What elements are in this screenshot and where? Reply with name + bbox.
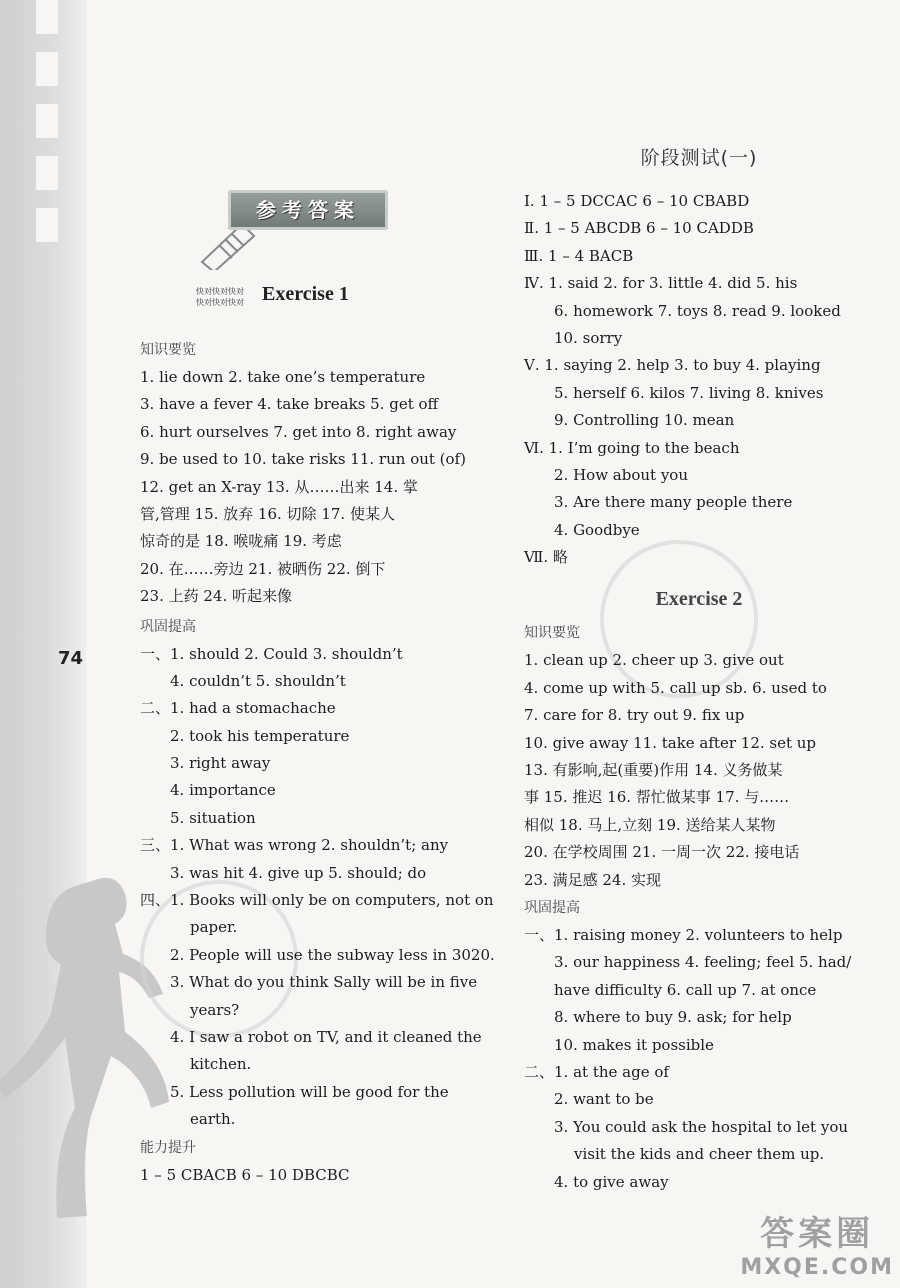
right-column (524, 146, 874, 1196)
list-item: 8. where to buy 9. ask; for help (554, 1008, 792, 1027)
list-item: 4. couldn’t 5. shouldn’t (170, 671, 346, 690)
list-item: 4. come up with 5. call up sb. 6. used to (524, 678, 827, 697)
list-item: 6. homework 7. toys 8. read 9. looked (554, 301, 841, 320)
list-item: paper. (190, 918, 238, 937)
list-item: earth. (190, 1110, 236, 1129)
list-item: 惊奇的是 18. 喉咙痛 19. 考虑 (140, 532, 342, 551)
list-item: 3. have a fever 4. take breaks 5. get off (140, 395, 439, 414)
list-item: 3. You could ask the hospital to let you (554, 1117, 849, 1136)
ex2-knowledge-list (524, 647, 874, 894)
list-item: 5. herself 6. kilos 7. living 8. knives (554, 383, 824, 402)
list-item: Ⅲ. 1 – 4 BACB (524, 246, 634, 265)
list-item: 2. How about you (554, 465, 688, 484)
ex1-knowledge-heading: 知识要览 (140, 342, 196, 358)
list-item: 9. Controlling 10. mean (554, 411, 735, 430)
list-item: kitchen. (190, 1055, 252, 1074)
list-item: 2. People will use the subway less in 3020. (170, 945, 495, 964)
ex2-consolidate-list (524, 922, 874, 1196)
ex1-knowledge-list (140, 364, 490, 611)
page-number: 74 (58, 648, 84, 669)
list-item: 5. situation (170, 808, 256, 827)
list-item: 13. 有影响,起(重要)作用 14. 义务做某 (524, 761, 783, 780)
exercise1-title: Exercise 1 (262, 283, 349, 305)
watermark-logo-text: 答案圈 (760, 1214, 875, 1254)
list-item: 相似 18. 马上,立刻 19. 送给某人某物 (524, 815, 776, 834)
badge-line-1: 快对快对快对 (196, 287, 244, 296)
list-item: Ⅵ. 1. I’m going to the beach (524, 438, 740, 457)
watermark-url: MXQE.COM (740, 1255, 894, 1280)
list-item: 2. took his temperature (170, 726, 350, 745)
ex1-consolidate-heading: 巩固提高 (140, 618, 196, 635)
left-column (140, 336, 495, 1189)
list-item: 5. Less pollution will be good for the (170, 1082, 449, 1101)
exercise2-title: Exercise 2 (655, 588, 743, 611)
list-item: 3. was hit 4. give up 5. should; do (170, 863, 427, 882)
list-item: 20. 在学校周围 21. 一周一次 22. 接电话 (524, 843, 800, 862)
stage-test-list (524, 188, 874, 571)
list-item: 1. lie down 2. take one’s temperature (140, 368, 426, 386)
list-item: 2. want to be (554, 1090, 654, 1109)
list-item: Ⅱ. 1 – 5 ABCDB 6 – 10 CADDB (524, 219, 754, 238)
list-item: Ⅴ. 1. saying 2. help 3. to buy 4. playing (524, 356, 821, 375)
list-item: 3. right away (170, 754, 271, 773)
list-item: Ⅰ. 1 – 5 DCCAC 6 – 10 CBABD (524, 192, 750, 210)
list-item: 23. 上药 24. 听起来像 (140, 587, 293, 606)
list-item: 4. Goodbye (554, 520, 640, 539)
ex2-knowledge-heading: 知识要览 (524, 625, 580, 642)
ex1-ability-heading: 能力提升 (140, 1139, 196, 1156)
ex2-consolidate-heading: 巩固提高 (524, 899, 580, 916)
list-item: 1. clean up 2. cheer up 3. give out (524, 651, 784, 670)
list-item: have difficulty 6. call up 7. at once (554, 980, 817, 999)
list-item: 3. our happiness 4. feeling; feel 5. had/ (554, 953, 852, 972)
list-item: 二、1. had a stomachache (140, 699, 336, 718)
list-item: 4. I saw a robot on TV, and it cleaned the (170, 1027, 482, 1046)
list-item: 6. hurt ourselves 7. get into 8. right away (140, 422, 457, 441)
list-item: 10. makes it possible (554, 1035, 714, 1054)
stage-test-title: 阶段测试(一) (640, 147, 758, 169)
list-item: 一、1. should 2. Could 3. shouldn’t (140, 644, 403, 663)
list-item: 四、1. Books will only be on computers, not on (140, 891, 494, 910)
list-item: Ⅶ. 略 (524, 548, 568, 567)
list-item: 4. to give away (554, 1172, 669, 1191)
list-item: 12. get an X-ray 13. 从……出来 14. 掌 (140, 477, 418, 496)
list-item: 4. importance (170, 781, 276, 800)
badge-line-2: 快对快对快对 (196, 298, 244, 307)
list-item: 3. What do you think Sally will be in five (170, 973, 478, 992)
site-watermark (740, 1206, 894, 1280)
list-item: 三、1. What was wrong 2. shouldn’t; any (140, 836, 449, 855)
list-item: 9. be used to 10. take risks 11. run out (of) (140, 450, 466, 469)
list-item: 二、1. at the age of (524, 1062, 669, 1081)
list-item: 3. Are there many people there (554, 493, 793, 512)
list-item: years? (190, 1000, 240, 1019)
list-item: visit the kids and cheer them up. (574, 1145, 825, 1164)
banner-title: 参考答案 (256, 198, 360, 222)
list-item: 10. sorry (554, 328, 623, 347)
list-item: 事 15. 推迟 16. 帮忙做某事 17. 与…… (524, 788, 790, 807)
list-item: 1 – 5 CBACB 6 – 10 DBCBC (140, 1165, 350, 1184)
answer-key-banner (228, 190, 388, 230)
list-item: 10. give away 11. take after 12. set up (524, 733, 817, 752)
list-item: 23. 满足感 24. 实现 (524, 870, 662, 889)
list-item: 7. care for 8. try out 9. fix up (524, 706, 745, 725)
list-item: 20. 在……旁边 21. 被晒伤 22. 倒下 (140, 559, 386, 578)
list-item: Ⅳ. 1. said 2. for 3. little 4. did 5. his (524, 274, 798, 293)
list-item: 管,管理 15. 放弃 16. 切除 17. 使某人 (140, 504, 395, 523)
ex1-consolidate-list (140, 641, 495, 1134)
list-item: 一、1. raising money 2. volunteers to help (524, 925, 843, 944)
